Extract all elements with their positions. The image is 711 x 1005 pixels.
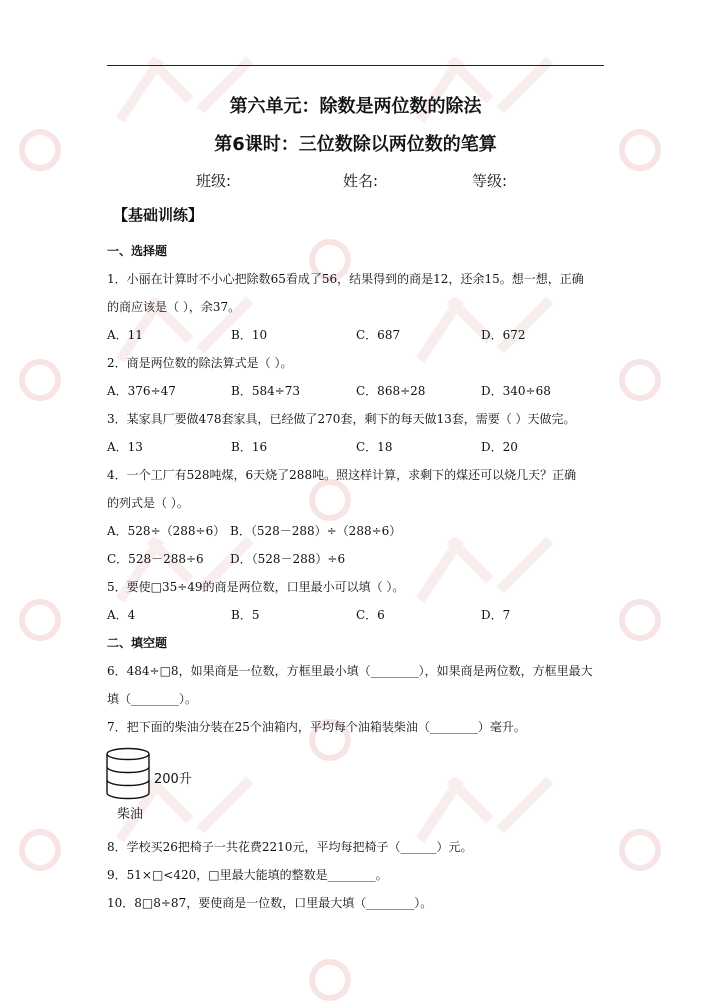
q3-line1: 3．某家具厂要做478套家具，已经做了270套，剩下的每天做13套，需要（ ）天做完。 xyxy=(107,412,576,426)
q8-line1: 8．学校买26把椅子一共花费2210元，平均每把椅子（______）元。 xyxy=(107,840,473,854)
q3-option-a: A．13 xyxy=(107,440,143,454)
header-rule xyxy=(107,65,604,66)
q3-option-c: C．18 xyxy=(356,440,393,454)
q2-line1: 2．商是两位数的除法算式是（ ）。 xyxy=(107,356,293,370)
q1-option-d: D．672 xyxy=(481,328,526,342)
q3-option-d: D．20 xyxy=(481,440,518,454)
q2-option-c: C．868÷28 xyxy=(356,384,426,398)
q4-option-a: A．528÷（288÷6） xyxy=(107,524,226,538)
q5-option-b: B．5 xyxy=(231,608,260,622)
q1-option-c: C．687 xyxy=(356,328,401,342)
q4-option-b: B．（528－288）÷（288÷6） xyxy=(230,524,402,538)
q5-option-a: A．4 xyxy=(107,608,136,622)
grade-label: 等级: xyxy=(472,172,508,190)
q5-option-c: C．6 xyxy=(356,608,385,622)
q7-line1: 7．把下面的柴油分装在25个油箱内，平均每个油箱装柴油（________）毫升。 xyxy=(107,720,526,734)
unit-title: 第六单元：除数是两位数的除法 xyxy=(229,96,482,117)
q1-line1: 1．小丽在计算时不小心把除数65看成了56，结果得到的商是12，还余15。想一想，正确 xyxy=(107,272,584,286)
q9-line1: 9．51×□<420，□里最大能填的整数是________。 xyxy=(107,868,388,882)
q1-option-a: A．11 xyxy=(107,328,143,342)
q10-line1: 10．8□8÷87，要使商是一位数，口里最大填（________）。 xyxy=(107,896,433,910)
q1-line2: 的商应该是（ ），余37。 xyxy=(107,300,241,314)
q4-option-d: D．（528－288）÷6 xyxy=(230,552,346,566)
q4-line1: 4．一个工厂有528吨煤，6天烧了288吨。照这样计算，求剩下的煤还可以烧几天？正确 xyxy=(107,468,577,482)
q1-option-b: B．10 xyxy=(231,328,268,342)
section-basic-training: 【基础训练】 xyxy=(113,206,204,224)
section-choice: 一、选择题 xyxy=(107,244,168,258)
barrel-name-label: 柴油 xyxy=(117,807,144,822)
q6-line2: 填（________）。 xyxy=(107,692,198,706)
q2-option-d: D．340÷68 xyxy=(481,384,551,398)
lesson-title: 第6课时：三位数除以两位数的笔算 xyxy=(214,134,497,155)
q5-line1: 5．要使□35÷49的商是两位数，口里最小可以填（ ）。 xyxy=(107,580,405,594)
q2-option-b: B．584÷73 xyxy=(231,384,301,398)
q5-option-d: D．7 xyxy=(481,608,511,622)
q4-option-c: C．528－288÷6 xyxy=(107,552,204,566)
barrel-volume-label: 200升 xyxy=(154,772,192,787)
class-label: 班级: xyxy=(196,172,232,190)
q6-line1: 6．484÷□8，如果商是一位数，方框里最小填（________），如果商是两位数，方框里最大 xyxy=(107,664,593,678)
name-label: 姓名: xyxy=(343,172,379,190)
oil-barrel-icon xyxy=(105,747,151,801)
q2-option-a: A．376÷47 xyxy=(107,384,176,398)
section-fill: 二、填空题 xyxy=(107,636,168,650)
q3-option-b: B．16 xyxy=(231,440,268,454)
q4-line2: 的列式是（ ）。 xyxy=(107,496,189,510)
